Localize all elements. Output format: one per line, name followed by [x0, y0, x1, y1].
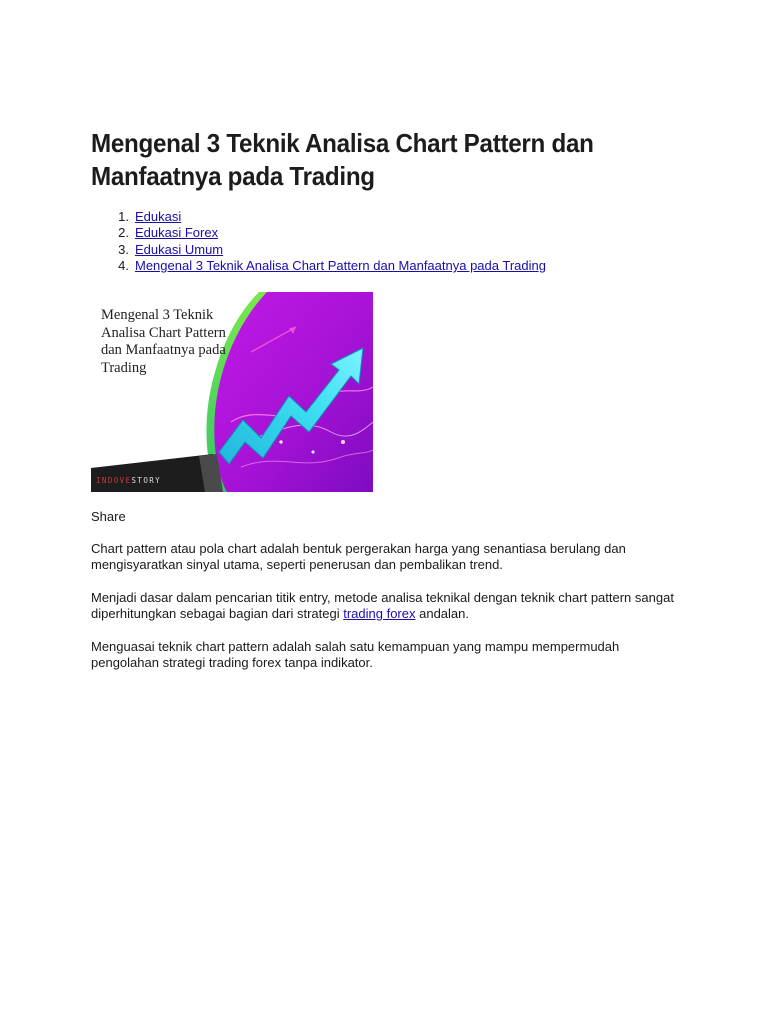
caption-line: Mengenal 3 Teknik: [101, 307, 214, 323]
breadcrumb-link-edukasi[interactable]: Edukasi: [135, 209, 182, 224]
caption-line: Trading: [101, 359, 147, 376]
breadcrumb-link-edukasi-forex[interactable]: Edukasi Forex: [135, 225, 219, 241]
breadcrumb-item: [91, 242, 546, 258]
paragraph-text: Menjadi dasar dalam pencarian titik entry, metode analisa teknikal dengan teknik chart pattern sangat diperhitungkan sebagai bagian dari strategi: [91, 590, 674, 622]
brand-logo: [96, 476, 161, 485]
paragraph: [91, 590, 681, 623]
breadcrumb: [91, 209, 546, 275]
paragraph: Chart pattern atau pola chart adalah bentuk pergerakan harga yang senantiasa berulang dan mengisyaratkan sinyal utama, seperti penerusan dan pembalikan trend.: [91, 541, 626, 573]
paragraph-text: andalan.: [415, 606, 469, 622]
brand-logo-part: STORY: [131, 476, 162, 485]
breadcrumb-item: [91, 225, 546, 241]
breadcrumb-link-edukasi-umum[interactable]: Edukasi Umum: [135, 241, 224, 257]
share-label[interactable]: Share: [91, 509, 126, 524]
featured-image: [91, 292, 373, 492]
page-title: Mengenal 3 Teknik Analisa Chart Pattern dan Manfaatnya pada Trading: [91, 128, 594, 191]
list-number: 3.: [118, 241, 129, 257]
caption-line: Analisa Chart Pattern: [101, 324, 226, 341]
paragraph: Menguasai teknik chart pattern adalah salah satu kemampuan yang mampu mempermudah pengolahan strategi trading forex tanpa indikator.: [91, 639, 620, 671]
breadcrumb-link-current-article[interactable]: Mengenal 3 Teknik Analisa Chart Pattern dan Manfaatnya pada Trading: [135, 258, 546, 274]
brand-logo-part: INDOVE: [96, 476, 132, 485]
list-number: 1.: [118, 209, 129, 224]
featured-image-caption: [101, 307, 271, 377]
caption-line: dan Manfaatnya pada: [101, 342, 226, 359]
list-number: 2.: [118, 225, 129, 241]
breadcrumb-item: [91, 209, 546, 225]
trading-forex-link[interactable]: trading forex: [343, 606, 416, 622]
list-number: 4.: [118, 258, 129, 274]
breadcrumb-item: [91, 258, 546, 274]
